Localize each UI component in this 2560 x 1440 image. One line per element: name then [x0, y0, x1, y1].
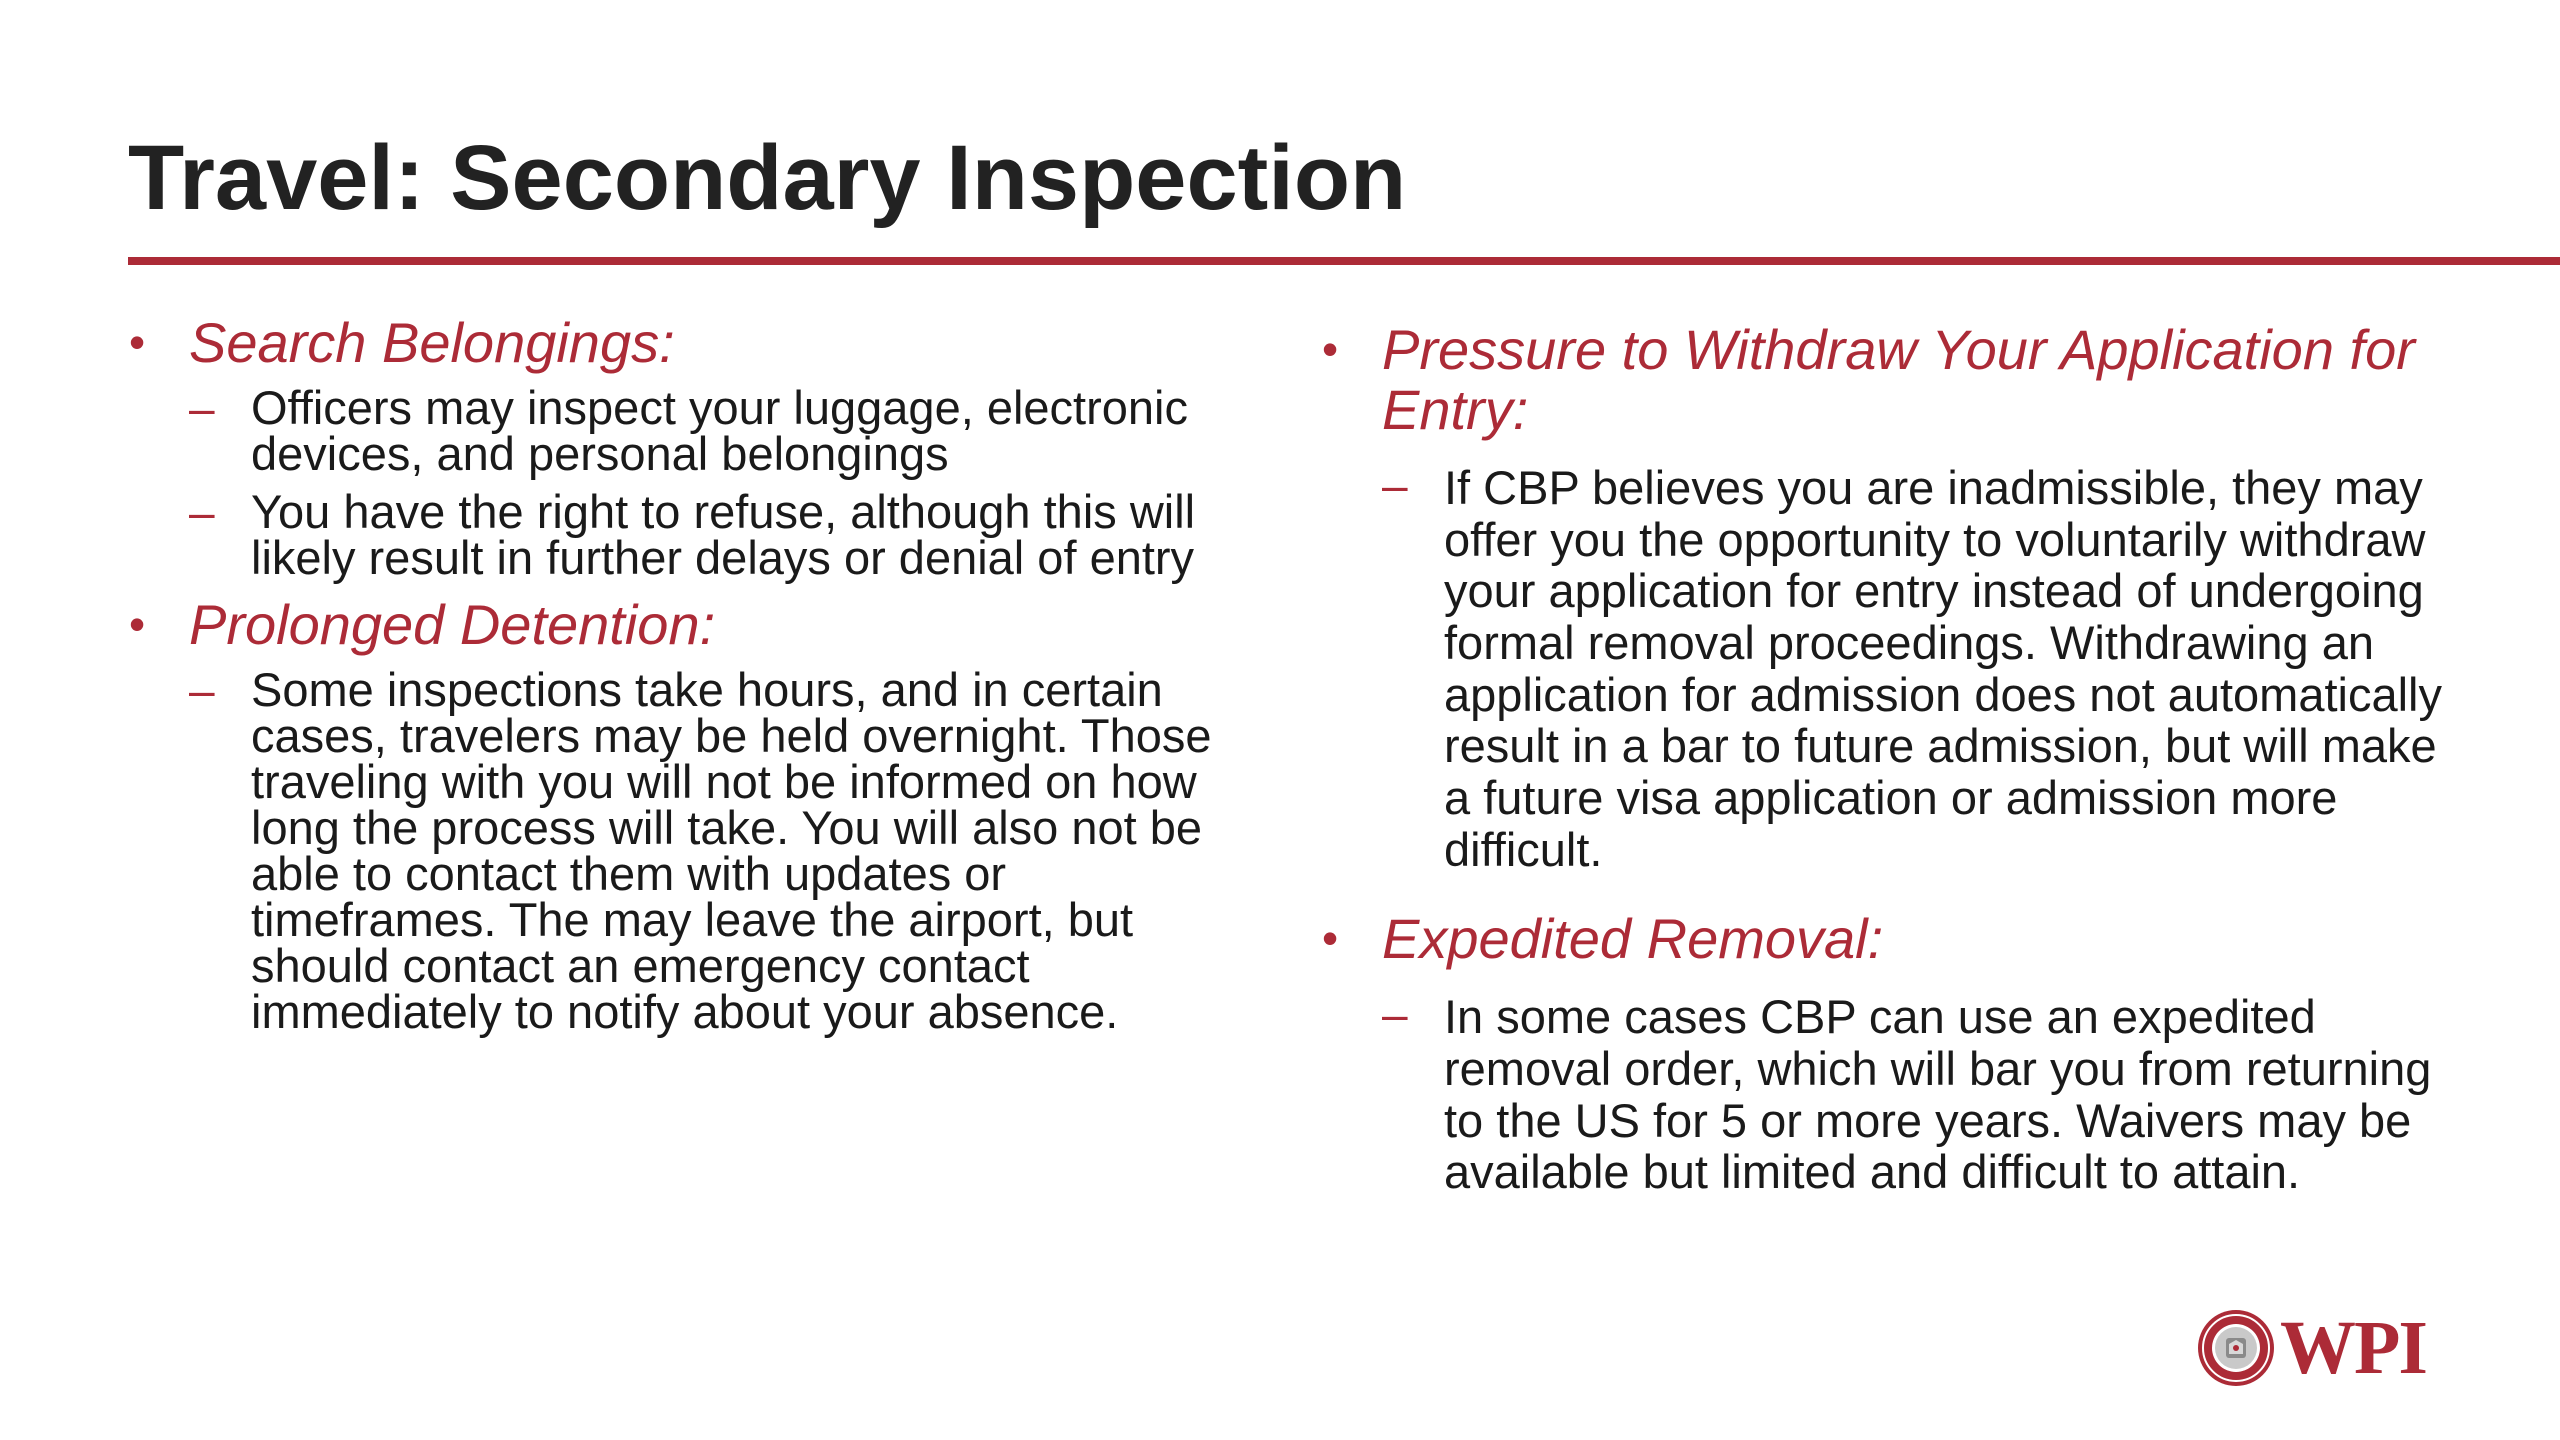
subpoint-text: You have the right to refuse, although this will likely result in further delays or denial of entry — [251, 485, 1196, 585]
dash-marker: – — [189, 486, 215, 538]
bullet-heading: Expedited Removal: — [1382, 907, 1884, 971]
bullet-dot: • — [1322, 323, 1339, 375]
bullet-pressure-to-withdraw — [1318, 320, 2458, 875]
subpoint-text: If CBP believes you are inadmissible, they may offer you the opportunity to voluntarily withdraw your application for entry instead of undergoing formal removal proceedings. Withdrawing an application for admission does not automatically result in a bar to future admission, but will make a future visa application or admission more difficult. — [1444, 460, 2442, 876]
dash-marker: – — [189, 381, 215, 434]
bullet-dot: • — [129, 316, 146, 368]
bullet-heading: Prolonged Detention: — [189, 593, 716, 657]
subpoint — [189, 663, 1255, 1039]
subpoint-text: In some cases CBP can use an expedited removal order, which will bar you from returning to the US for 5 or more years. Waivers may be available but limited and difficult to attain. — [1444, 990, 2432, 1199]
subpoint — [1382, 988, 2458, 1199]
subpoint-text: Some inspections take hours, and in certain cases, travelers may be held overnight. Those traveling with you will not be informed on how long the process will take. You will also not be able to contact them with updates or timeframes. The may leave the airport, but should contact an emergency contact immediately to notify about your absence. — [251, 663, 1212, 1039]
bullet-heading: Pressure to Withdraw Your Application for Entry: — [1382, 318, 2415, 441]
subpoint — [1382, 458, 2458, 876]
slide-title: Travel: Secondary Inspection — [128, 127, 1407, 229]
bullet-prolonged-detention — [125, 593, 1255, 1039]
bullet-dot: • — [129, 598, 146, 651]
dash-marker: – — [1382, 988, 1408, 1041]
title-divider — [128, 257, 2560, 265]
bullet-heading: Search Belongings: — [189, 311, 675, 374]
subpoint — [189, 485, 1255, 585]
bullet-search-belongings — [125, 311, 1255, 585]
logo-wordmark: WPI — [2280, 1306, 2426, 1390]
subpoint — [189, 380, 1255, 480]
wpi-logo — [2196, 1306, 2426, 1390]
dash-marker: – — [1382, 458, 1408, 511]
subpoint-text: Officers may inspect your luggage, electronic devices, and personal belongings — [251, 380, 1188, 480]
left-column — [125, 313, 1255, 1049]
dash-marker: – — [189, 664, 215, 716]
university-seal-icon — [2196, 1308, 2276, 1388]
bullet-expedited-removal — [1318, 909, 2458, 1198]
bullet-dot: • — [1322, 912, 1339, 965]
right-column — [1318, 320, 2458, 1232]
